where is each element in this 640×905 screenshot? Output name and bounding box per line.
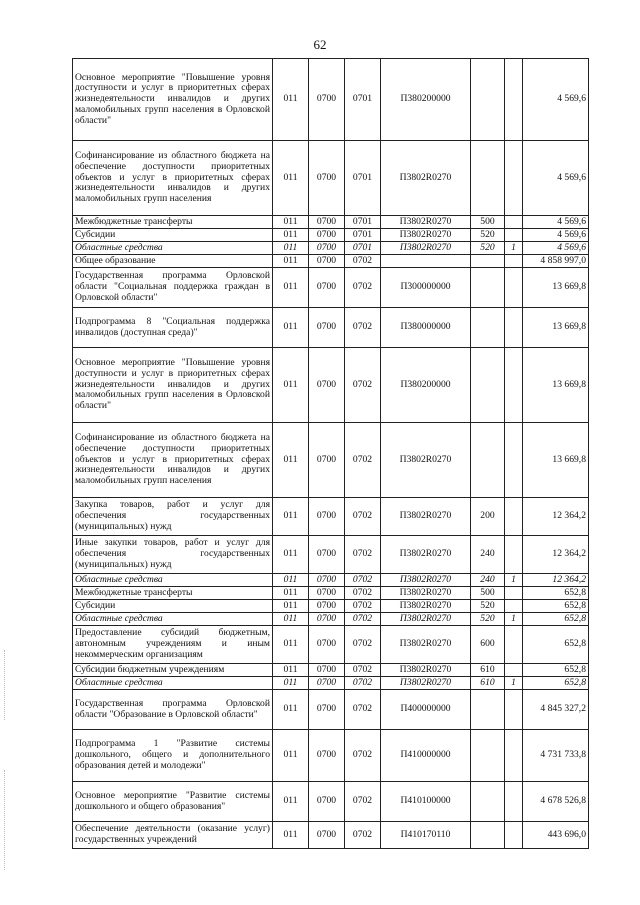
row-subsection-code-cell: 0702 [345, 308, 381, 348]
row-section-code-cell: 0700 [309, 600, 345, 613]
row-admin-code-cell: 011 [273, 308, 309, 348]
row-name-cell: Подпрограмма 1 "Развитие системы дошкольного, общего и дополнительного образования детей и молодежи" [73, 730, 273, 782]
budget-table [72, 58, 589, 849]
row-funding-source-cell [505, 308, 523, 348]
row-funding-source-cell: 1 [505, 613, 523, 626]
row-funding-source-cell [505, 664, 523, 677]
row-expense-type-cell [471, 730, 505, 782]
row-subsection-code-cell: 0702 [345, 348, 381, 423]
row-name-cell: Межбюджетные трансферты [73, 587, 273, 600]
row-amount-cell: 652,8 [523, 613, 589, 626]
row-subsection-code-cell: 0702 [345, 536, 381, 574]
row-name-cell: Основное мероприятие "Повышение уровня доступности и услуг в приоритетных сферах жизнедеятельности инвалидов и других маломобильных групп населения в Орловской области" [73, 348, 273, 423]
table-row [73, 229, 589, 242]
row-section-code-cell: 0700 [309, 613, 345, 626]
row-expense-type-cell: 520 [471, 242, 505, 255]
table-row [73, 498, 589, 536]
row-name-cell: Предоставление субсидий бюджетным, автономным учреждениям и иным некоммерческим организациям [73, 626, 273, 664]
row-name-cell: Иные закупки товаров, работ и услуг для обеспечения государственных (муниципальных) нужд [73, 536, 273, 574]
row-amount-cell: 13 669,8 [523, 348, 589, 423]
row-expense-type-cell [471, 348, 505, 423]
page-number: 62 [313, 37, 327, 52]
row-admin-code-cell: 011 [273, 822, 309, 849]
row-subsection-code-cell: 0702 [345, 613, 381, 626]
scan-gutter-mark [4, 650, 6, 720]
row-section-code-cell: 0700 [309, 255, 345, 268]
row-target-article-cell: П3802R0270 [381, 141, 471, 216]
row-subsection-code-cell: 0702 [345, 587, 381, 600]
row-funding-source-cell [505, 348, 523, 423]
row-target-article-cell: П3802R0270 [381, 423, 471, 498]
table-row [73, 626, 589, 664]
row-admin-code-cell: 011 [273, 423, 309, 498]
row-funding-source-cell: 1 [505, 677, 523, 690]
row-expense-type-cell: 500 [471, 216, 505, 229]
row-target-article-cell: П3802R0270 [381, 498, 471, 536]
row-subsection-code-cell: 0702 [345, 664, 381, 677]
row-section-code-cell: 0700 [309, 690, 345, 730]
row-funding-source-cell [505, 536, 523, 574]
row-funding-source-cell [505, 782, 523, 822]
row-name-cell: Межбюджетные трансферты [73, 216, 273, 229]
row-section-code-cell: 0700 [309, 308, 345, 348]
row-target-article-cell: П3802R0270 [381, 613, 471, 626]
row-amount-cell: 13 669,8 [523, 268, 589, 308]
row-target-article-cell: П410100000 [381, 782, 471, 822]
row-admin-code-cell: 011 [273, 587, 309, 600]
row-funding-source-cell [505, 822, 523, 849]
row-subsection-code-cell: 0702 [345, 268, 381, 308]
row-target-article-cell: П3802R0270 [381, 677, 471, 690]
row-expense-type-cell: 240 [471, 536, 505, 574]
row-section-code-cell: 0700 [309, 141, 345, 216]
row-expense-type-cell [471, 59, 505, 141]
row-admin-code-cell: 011 [273, 730, 309, 782]
row-admin-code-cell: 011 [273, 626, 309, 664]
row-expense-type-cell: 600 [471, 626, 505, 664]
row-expense-type-cell [471, 255, 505, 268]
row-name-cell: Государственная программа Орловской области "Образование в Орловской области" [73, 690, 273, 730]
row-section-code-cell: 0700 [309, 348, 345, 423]
row-amount-cell: 4 569,6 [523, 59, 589, 141]
row-funding-source-cell [505, 141, 523, 216]
row-target-article-cell: П410170110 [381, 822, 471, 849]
row-name-cell: Областные средства [73, 574, 273, 587]
row-subsection-code-cell: 0702 [345, 574, 381, 587]
row-admin-code-cell: 011 [273, 141, 309, 216]
row-name-cell: Областные средства [73, 242, 273, 255]
row-funding-source-cell [505, 255, 523, 268]
row-amount-cell: 4 731 733,8 [523, 730, 589, 782]
row-amount-cell: 652,8 [523, 600, 589, 613]
row-target-article-cell: П380200000 [381, 348, 471, 423]
row-expense-type-cell [471, 782, 505, 822]
row-target-article-cell: П400000000 [381, 690, 471, 730]
row-section-code-cell: 0700 [309, 664, 345, 677]
row-section-code-cell: 0700 [309, 782, 345, 822]
row-section-code-cell: 0700 [309, 229, 345, 242]
row-name-cell: Софинансирование из областного бюджета на обеспечение доступности приоритетных объектов и услуг в приоритетных сферах жизнедеятельности инвалидов и других маломобильных групп населения [73, 141, 273, 216]
row-name-cell: Субсидии [73, 229, 273, 242]
row-expense-type-cell: 200 [471, 498, 505, 536]
row-expense-type-cell: 520 [471, 613, 505, 626]
table-row [73, 782, 589, 822]
row-funding-source-cell [505, 59, 523, 141]
row-name-cell: Областные средства [73, 677, 273, 690]
row-subsection-code-cell: 0702 [345, 600, 381, 613]
row-amount-cell: 652,8 [523, 664, 589, 677]
row-target-article-cell [381, 255, 471, 268]
row-target-article-cell: П3802R0270 [381, 242, 471, 255]
row-admin-code-cell: 011 [273, 255, 309, 268]
table-row [73, 141, 589, 216]
row-target-article-cell: П300000000 [381, 268, 471, 308]
row-name-cell: Основное мероприятие "Развитие системы дошкольного и общего образования" [73, 782, 273, 822]
row-amount-cell: 12 364,2 [523, 574, 589, 587]
row-funding-source-cell [505, 423, 523, 498]
row-amount-cell: 12 364,2 [523, 536, 589, 574]
row-expense-type-cell [471, 822, 505, 849]
table-row [73, 664, 589, 677]
table-row [73, 536, 589, 574]
row-target-article-cell: П410000000 [381, 730, 471, 782]
row-funding-source-cell [505, 229, 523, 242]
row-target-article-cell: П3802R0270 [381, 664, 471, 677]
row-admin-code-cell: 011 [273, 216, 309, 229]
table-row [73, 587, 589, 600]
row-subsection-code-cell: 0702 [345, 730, 381, 782]
row-admin-code-cell: 011 [273, 600, 309, 613]
row-funding-source-cell [505, 690, 523, 730]
row-section-code-cell: 0700 [309, 59, 345, 141]
row-amount-cell: 4 569,6 [523, 216, 589, 229]
row-target-article-cell: П3802R0270 [381, 216, 471, 229]
row-section-code-cell: 0700 [309, 216, 345, 229]
row-subsection-code-cell: 0702 [345, 423, 381, 498]
row-amount-cell: 4 845 327,2 [523, 690, 589, 730]
table-row [73, 216, 589, 229]
row-subsection-code-cell: 0702 [345, 626, 381, 664]
row-subsection-code-cell: 0701 [345, 242, 381, 255]
row-admin-code-cell: 011 [273, 574, 309, 587]
row-expense-type-cell: 500 [471, 587, 505, 600]
table-row [73, 690, 589, 730]
row-admin-code-cell: 011 [273, 59, 309, 141]
table-row [73, 242, 589, 255]
row-admin-code-cell: 011 [273, 348, 309, 423]
row-admin-code-cell: 011 [273, 242, 309, 255]
row-admin-code-cell: 011 [273, 498, 309, 536]
row-subsection-code-cell: 0702 [345, 822, 381, 849]
row-section-code-cell: 0700 [309, 626, 345, 664]
row-admin-code-cell: 011 [273, 664, 309, 677]
row-section-code-cell: 0700 [309, 587, 345, 600]
table-row [73, 574, 589, 587]
row-amount-cell: 652,8 [523, 677, 589, 690]
row-amount-cell: 4 569,6 [523, 242, 589, 255]
table-row [73, 308, 589, 348]
row-section-code-cell: 0700 [309, 268, 345, 308]
row-name-cell: Закупка товаров, работ и услуг для обеспечения государственных (муниципальных) нужд [73, 498, 273, 536]
row-section-code-cell: 0700 [309, 730, 345, 782]
row-expense-type-cell: 240 [471, 574, 505, 587]
row-section-code-cell: 0700 [309, 498, 345, 536]
table-row [73, 348, 589, 423]
row-subsection-code-cell: 0701 [345, 216, 381, 229]
row-name-cell: Подпрограмма 8 "Социальная поддержка инвалидов (доступная среда)" [73, 308, 273, 348]
row-expense-type-cell [471, 308, 505, 348]
row-funding-source-cell: 1 [505, 574, 523, 587]
row-expense-type-cell [471, 423, 505, 498]
row-section-code-cell: 0700 [309, 536, 345, 574]
row-amount-cell: 4 569,6 [523, 229, 589, 242]
row-amount-cell: 4 678 526,8 [523, 782, 589, 822]
row-funding-source-cell [505, 498, 523, 536]
row-subsection-code-cell: 0702 [345, 498, 381, 536]
row-admin-code-cell: 011 [273, 677, 309, 690]
row-expense-type-cell [471, 268, 505, 308]
row-target-article-cell: П380200000 [381, 59, 471, 141]
row-funding-source-cell [505, 216, 523, 229]
row-amount-cell: 652,8 [523, 587, 589, 600]
table-row [73, 59, 589, 141]
row-admin-code-cell: 011 [273, 229, 309, 242]
scan-gutter-mark [4, 770, 6, 870]
row-section-code-cell: 0700 [309, 242, 345, 255]
row-section-code-cell: 0700 [309, 822, 345, 849]
row-funding-source-cell: 1 [505, 242, 523, 255]
row-expense-type-cell [471, 690, 505, 730]
row-amount-cell: 652,8 [523, 626, 589, 664]
row-expense-type-cell: 520 [471, 600, 505, 613]
row-section-code-cell: 0700 [309, 423, 345, 498]
table-row [73, 677, 589, 690]
row-section-code-cell: 0700 [309, 574, 345, 587]
row-admin-code-cell: 011 [273, 613, 309, 626]
row-expense-type-cell: 520 [471, 229, 505, 242]
row-funding-source-cell [505, 268, 523, 308]
row-subsection-code-cell: 0702 [345, 782, 381, 822]
table-row [73, 613, 589, 626]
table-row [73, 268, 589, 308]
row-amount-cell: 13 669,8 [523, 308, 589, 348]
row-name-cell: Софинансирование из областного бюджета на обеспечение доступности приоритетных объектов и услуг в приоритетных сферах жизнедеятельности инвалидов и других маломобильных групп населения [73, 423, 273, 498]
row-amount-cell: 13 669,8 [523, 423, 589, 498]
table-row [73, 423, 589, 498]
table-row [73, 600, 589, 613]
row-name-cell: Основное мероприятие "Повышение уровня доступности и услуг в приоритетных сферах жизнедеятельности инвалидов и других маломобильных групп населения в Орловской области" [73, 59, 273, 141]
row-admin-code-cell: 011 [273, 690, 309, 730]
row-target-article-cell: П3802R0270 [381, 229, 471, 242]
row-funding-source-cell [505, 626, 523, 664]
table-body [73, 59, 589, 849]
row-section-code-cell: 0700 [309, 677, 345, 690]
row-subsection-code-cell: 0701 [345, 141, 381, 216]
row-subsection-code-cell: 0702 [345, 255, 381, 268]
row-target-article-cell: П3802R0270 [381, 536, 471, 574]
row-target-article-cell: П3802R0270 [381, 600, 471, 613]
row-name-cell: Обеспечение деятельности (оказание услуг) государственных учреждений [73, 822, 273, 849]
row-subsection-code-cell: 0701 [345, 229, 381, 242]
row-funding-source-cell [505, 600, 523, 613]
row-name-cell: Государственная программа Орловской области "Социальная поддержка граждан в Орловской области" [73, 268, 273, 308]
row-admin-code-cell: 011 [273, 268, 309, 308]
row-name-cell: Общее образование [73, 255, 273, 268]
row-expense-type-cell: 610 [471, 664, 505, 677]
row-funding-source-cell [505, 730, 523, 782]
table-row [73, 255, 589, 268]
row-target-article-cell: П3802R0270 [381, 626, 471, 664]
table-row [73, 730, 589, 782]
row-expense-type-cell: 610 [471, 677, 505, 690]
row-amount-cell: 12 364,2 [523, 498, 589, 536]
row-name-cell: Субсидии бюджетным учреждениям [73, 664, 273, 677]
row-expense-type-cell [471, 141, 505, 216]
row-target-article-cell: П3802R0270 [381, 587, 471, 600]
row-admin-code-cell: 011 [273, 782, 309, 822]
row-amount-cell: 443 696,0 [523, 822, 589, 849]
row-target-article-cell: П380000000 [381, 308, 471, 348]
table-row [73, 822, 589, 849]
row-funding-source-cell [505, 587, 523, 600]
row-subsection-code-cell: 0702 [345, 690, 381, 730]
row-name-cell: Субсидии [73, 600, 273, 613]
row-subsection-code-cell: 0702 [345, 677, 381, 690]
row-name-cell: Областные средства [73, 613, 273, 626]
row-subsection-code-cell: 0701 [345, 59, 381, 141]
row-admin-code-cell: 011 [273, 536, 309, 574]
row-amount-cell: 4 569,6 [523, 141, 589, 216]
row-amount-cell: 4 858 997,0 [523, 255, 589, 268]
row-target-article-cell: П3802R0270 [381, 574, 471, 587]
